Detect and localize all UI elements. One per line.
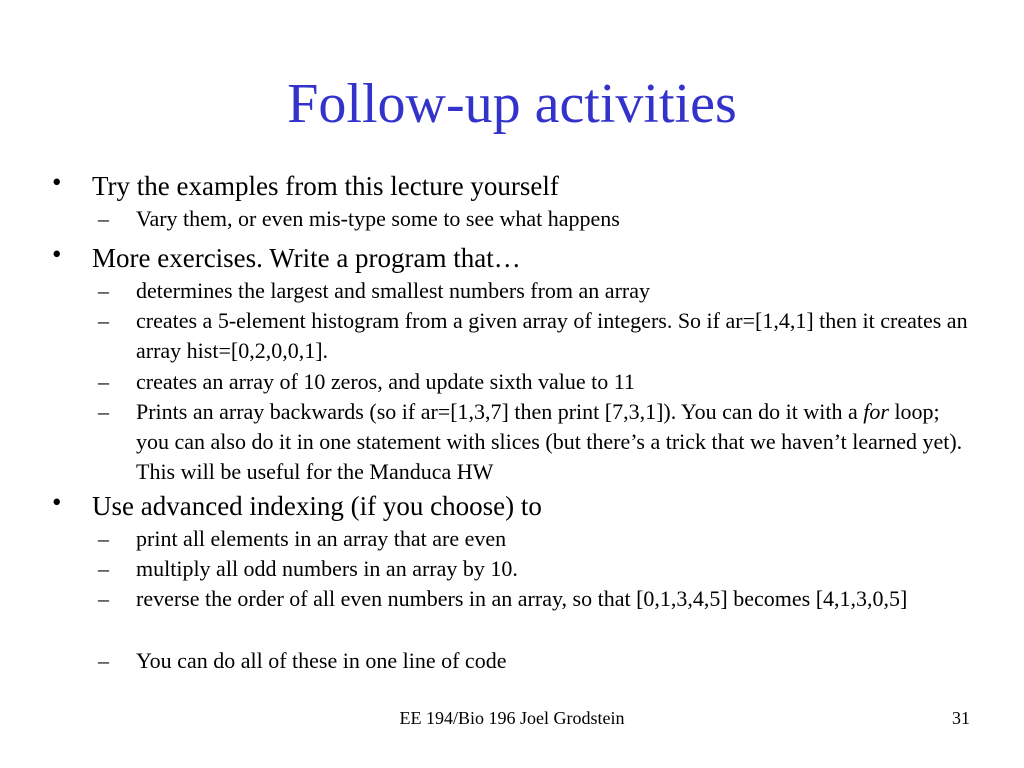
bullet-text: More exercises. Write a program that… — [92, 243, 521, 273]
dash-icon: – — [98, 206, 109, 231]
bullet-icon: • — [52, 239, 62, 269]
sub-bullet-item — [98, 646, 972, 676]
page-number: 31 — [952, 708, 970, 728]
footer-course: EE 194/Bio 196 Joel Grodstein — [399, 708, 625, 728]
dash-icon: – — [98, 369, 109, 394]
bullet-icon: • — [52, 487, 62, 517]
sub-bullet-item — [98, 584, 972, 614]
sub-bullet-text: determines the largest and smallest numbers from an array — [136, 278, 650, 303]
bullet-item — [52, 239, 972, 274]
dash-icon: – — [98, 556, 109, 581]
bullet-item — [52, 167, 972, 202]
sub-bullet-text: creates a 5-element histogram from a given array of integers. So if ar=[1,4,1] then it creates an array hist=[0,2,0,0,1]. — [136, 308, 968, 363]
dash-icon: – — [98, 526, 109, 551]
italic-keyword: for — [863, 399, 889, 424]
sub-bullet-text: Vary them, or even mis-type some to see what happens — [136, 206, 620, 231]
sub-bullet-text: multiply all odd numbers in an array by 10. — [136, 556, 518, 581]
dash-icon: – — [98, 586, 109, 611]
dash-icon: – — [98, 648, 109, 673]
sub-bullet-text: reverse the order of all even numbers in an array, so that [0,1,3,4,5] becomes [4,1,3,0,5] — [136, 586, 908, 611]
dash-icon: – — [98, 308, 109, 333]
bullet-text: Use advanced indexing (if you choose) to — [92, 491, 542, 521]
sub-bullet-text: You can do all of these in one line of code — [136, 648, 507, 673]
sub-bullet-item — [98, 397, 972, 487]
sub-bullet-text: creates an array of 10 zeros, and update sixth value to 11 — [136, 369, 635, 394]
sub-bullet-item — [98, 204, 972, 234]
sub-bullet-item — [98, 276, 972, 306]
sub-bullet-item — [98, 306, 972, 366]
bullet-item — [52, 487, 972, 522]
dash-icon: – — [98, 399, 109, 424]
sub-bullet-text-before: Prints an array backwards (so if ar=[1,3,7] then print [7,3,1]). You can do it with a — [136, 399, 864, 424]
sub-bullet-text-after: loop; you can also do it in one statement with slices (but there’s a trick that we haven’t learned yet). This will be useful for the Manduca HW — [136, 399, 963, 484]
sub-bullet-item — [98, 367, 972, 397]
sub-bullet-item — [98, 554, 972, 584]
bullet-text: Try the examples from this lecture yourself — [92, 171, 559, 201]
dash-icon: – — [98, 278, 109, 303]
slide-title: Follow-up activities — [287, 73, 737, 135]
bullet-icon: • — [52, 167, 62, 197]
sub-bullet-item — [98, 524, 972, 554]
sub-bullet-text: print all elements in an array that are even — [136, 526, 507, 551]
